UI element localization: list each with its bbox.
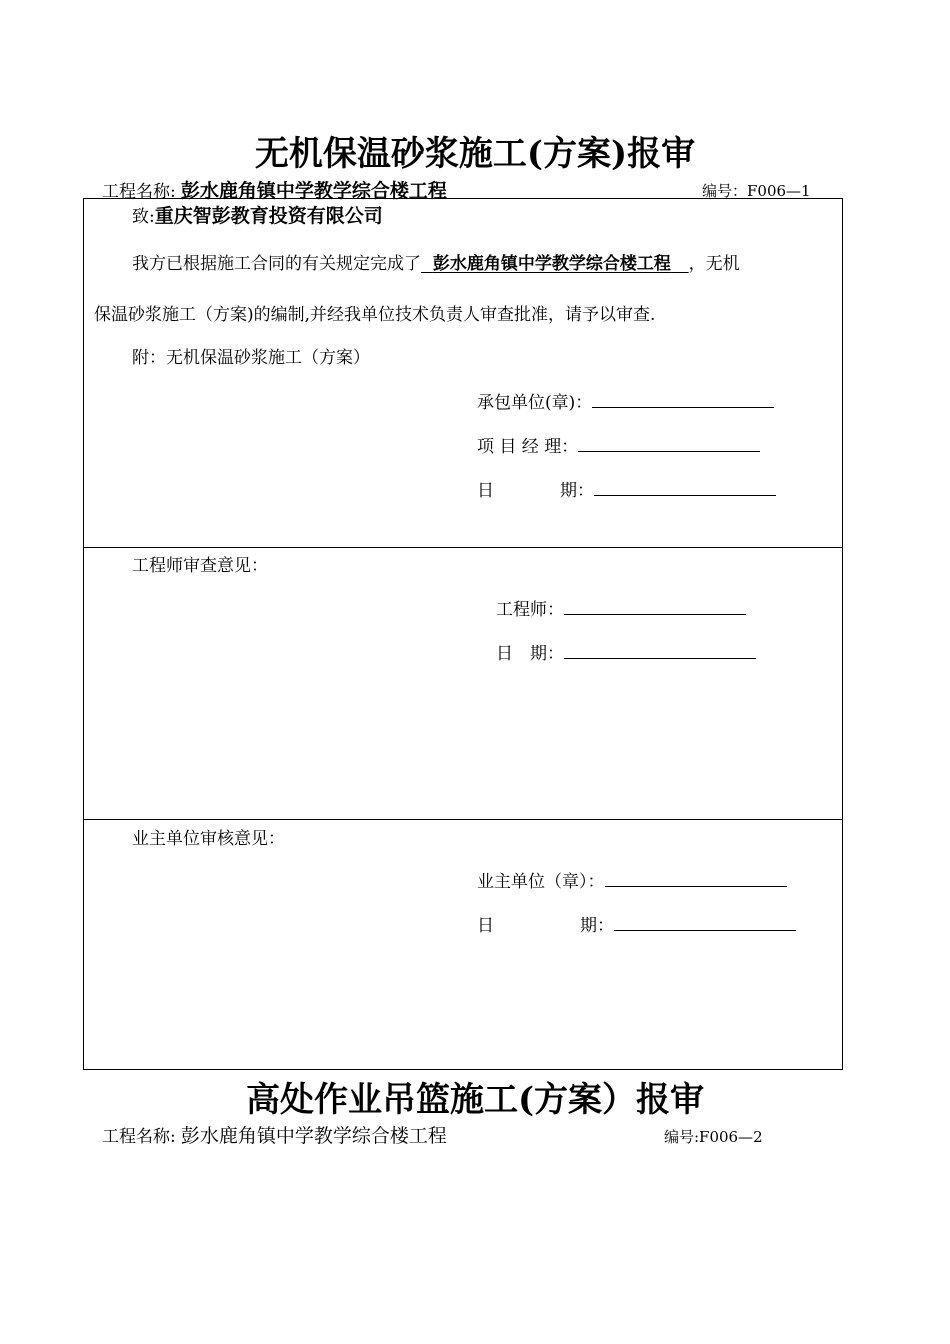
engineer-date-row — [496, 639, 756, 664]
section-divider-1 — [83, 547, 843, 548]
to-label: 致: — [132, 207, 155, 227]
contractor-signature-row — [477, 388, 774, 413]
owner-signature-row — [477, 867, 787, 892]
contractor-label: 承包单位(章)： — [477, 393, 593, 413]
engineer-signature-line — [564, 596, 746, 615]
form1-project-name: 彭水鹿角镇中学教学综合楼工程 — [180, 180, 447, 202]
manager-signature-line — [578, 433, 760, 452]
owner-date-right: 期： — [580, 916, 614, 936]
form2-code: 编号:F006—2 — [664, 1128, 763, 1146]
form1-title: 无机保温砂浆施工(方案)报审 — [254, 134, 696, 174]
engineer-signature-row — [496, 595, 746, 620]
body-prefix: 我方已根据施工合同的有关规定完成了 — [132, 254, 421, 274]
form2-project-line — [102, 1121, 447, 1148]
owner-section-title: 业主单位审核意见： — [132, 829, 285, 849]
form1-table — [83, 198, 843, 1070]
owner-signature-line — [605, 868, 787, 887]
body-line-2: 保温砂浆施工（方案)的编制,并经我单位技术负责人审查批准，请予以审查. — [94, 305, 656, 325]
form2-project-name: 彭水鹿角镇中学教学综合楼工程 — [180, 1125, 447, 1147]
attachment-line: 附：无机保温砂浆施工（方案） — [132, 348, 370, 368]
form1-code: 编号：F006—1 — [702, 182, 811, 200]
form1-project-label: 工程名称: — [102, 182, 176, 202]
engineer-section-title: 工程师审查意见： — [132, 556, 268, 576]
owner-date-left: 日 — [477, 916, 494, 936]
section-divider-2 — [83, 819, 843, 820]
form2-project-label: 工程名称: — [102, 1127, 176, 1147]
to-name: 重庆智彭教育投资有限公司 — [154, 205, 383, 227]
body-project-blank — [421, 254, 689, 274]
date-line-1 — [594, 477, 776, 496]
body-suffix: ，无机 — [688, 254, 740, 274]
contractor-signature-line — [592, 389, 774, 408]
body-project: 彭水鹿角镇中学教学综合楼工程 — [432, 254, 671, 274]
manager-label: 项 目 经 理： — [477, 437, 579, 457]
engineer-date-line — [564, 640, 756, 659]
engineer-label: 工程师： — [496, 600, 564, 620]
addressee-line — [132, 201, 383, 228]
date-label-left: 日 — [477, 481, 494, 501]
body-line-1 — [132, 249, 740, 274]
owner-date-line — [614, 912, 796, 931]
engineer-date-label: 日 期： — [496, 644, 564, 664]
date-label-right: 期： — [560, 481, 594, 501]
form2-title: 高处作业吊篮施工(方案）报审 — [245, 1080, 705, 1120]
date-row-1 — [477, 476, 776, 501]
owner-date-row — [477, 911, 796, 936]
owner-label: 业主单位（章）： — [477, 872, 605, 892]
manager-signature-row — [477, 432, 760, 457]
